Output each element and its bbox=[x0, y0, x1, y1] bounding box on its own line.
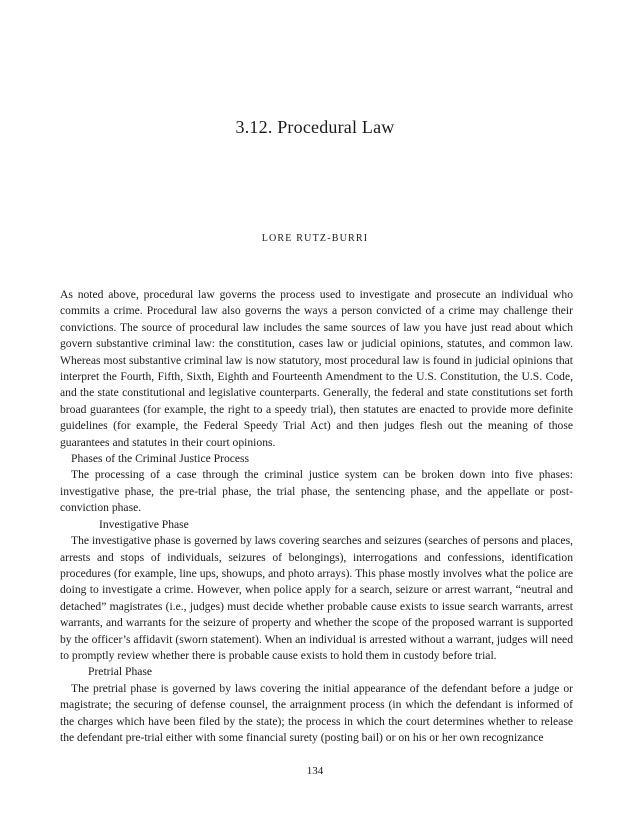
page-number: 134 bbox=[306, 765, 324, 777]
section-heading-investigative: Investigative Phase bbox=[99, 517, 189, 531]
author-name: LORE RUTZ-BURRI bbox=[261, 233, 369, 244]
intro-paragraph: As noted above, procedural law governs the process used to investigate and prosecute an individual who commits a crime. Procedural law also governs the ways a person convicted of a crime may challenge their convictions. The source of procedural law includes the same sources of law you have just read about which govern substantive criminal law: the constitution, cases law or judicial opinions, statutes, and common law. Whereas most substantive criminal law is now statutory, most procedural law is found in judicial opinions that interpret the Fourth, Fifth, Sixth, Eighth and Fourteenth Amendment to the U.S. Constitution, the U.S. Code, and the state constitutional and legislative counterparts. Generally, the federal and state constitutions set forth broad guarantees (for example, the right to a speedy trial), then statutes are enacted to provide more definite guidelines (for example, the Federal Speedy Trial Act) and then judges flesh out the meaning of those guarantees and statutes in their court opinions. bbox=[60, 288, 573, 449]
section-heading-pretrial: Pretrial Phase bbox=[88, 665, 153, 679]
section-heading-phases: Phases of the Criminal Justice Process bbox=[71, 452, 250, 466]
pretrial-paragraph: The pretrial phase is governed by laws covering the initial appearance of the defendant before a judge or magistrate; the securing of defense counsel, the arraignment process (in which the defendant is informed of the charges which have been filed by the state); the process in which the court determines whether to release the defendant pre-trial either with some financial surety (posting bail) or on his or her own recognizance bbox=[60, 681, 573, 744]
body-text bbox=[60, 287, 573, 746]
phases-paragraph: The processing of a case through the criminal justice system can be broken down into five phases: investigative phase, the pre-trial phase, the trial phase, the sentencing phase, and the appellate or post-conviction phase. bbox=[60, 468, 573, 515]
page-title: 3.12. Procedural Law bbox=[235, 117, 395, 137]
investigative-paragraph: The investigative phase is governed by laws covering searches and seizures (searches of persons and places, arrests and stops of individuals, seizures of belongings), interrogations and confessions, identification procedures (for example, line ups, showups, and photo arrays). This phase mostly involves what the police are doing to investigate a crime. However, when police apply for a search, seizure or arrest warrant, “neutral and detached” magistrates (i.e., judges) must decide whether probable cause exists to issue search warrants, arrest warrants, and warrants for the seizure of property and whether the scope of the proposed warrant is supported by the officer’s affidavit (sworn statement). When an individual is arrested without a warrant, judges will need to promptly review whether there is probable cause exists to hold them in custody before trial. bbox=[60, 534, 573, 662]
